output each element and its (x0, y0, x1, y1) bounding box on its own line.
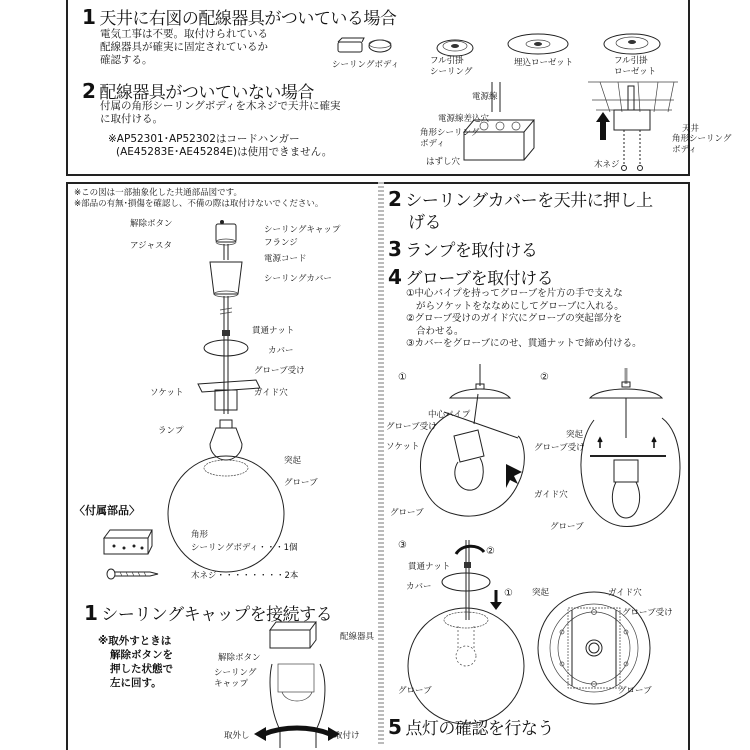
label-line: 角形シーリング (420, 128, 480, 138)
step4-items (406, 288, 642, 351)
step4-item-line: ②グローブ受けのガイド穴にグローブの突起部分を (406, 313, 623, 324)
ceiling-body-icon (336, 36, 396, 58)
square-ceiling-body-icon (102, 528, 154, 556)
fig4-label-globe-holder: グローブ受け (622, 608, 673, 618)
step5-number: 5 (388, 715, 402, 739)
label-line: ボディ (672, 145, 697, 155)
section2-line: 付属の角形シーリングボディを木ネジで天井に確実 (100, 100, 341, 112)
note-line: 解除ボタンを (110, 649, 173, 661)
label-ceiling-cover: シーリングカバー (264, 274, 332, 284)
fig1-globe-insert-diagram (414, 364, 544, 524)
label-through-nut: 貫通ナット (252, 326, 295, 336)
label-power-wire: 電源線 (472, 92, 498, 102)
note-line: 左に回す。 (110, 677, 162, 689)
fixture-label-full-hook-rosette (614, 56, 656, 78)
label-square-ceiling-body-right (672, 134, 731, 156)
label-line: ボディ (420, 139, 445, 149)
label-remove: 取外し (224, 731, 250, 741)
fig1-label-socket: ソケット (386, 442, 420, 452)
section1-body (100, 28, 268, 67)
section2-line: に取付ける。 (100, 113, 163, 125)
wiring-instructions-box (66, 0, 732, 176)
embedded-rosette-icon (504, 28, 574, 56)
fig1-label-globe-holder: グローブ受け (386, 422, 437, 432)
step2-title-line2: げる (408, 213, 441, 233)
label-cover: カバー (268, 346, 294, 356)
wood-screw-icon (106, 568, 160, 580)
step2-number: 2 (388, 187, 402, 211)
accessories-title: 〈付属部品〉 (74, 504, 140, 517)
label-lamp: ランプ (158, 426, 184, 436)
step4-number: 4 (388, 265, 402, 289)
step4-item-line: ①中心パイプを持ってグローブを片方の手で支えな (406, 288, 623, 299)
step4-heading (388, 264, 553, 289)
fixture-label-full-hook-ceiling (430, 56, 472, 78)
fig2-label-globe: グローブ (550, 522, 584, 532)
label-globe-holder: グローブ受け (254, 366, 305, 376)
parts-box (66, 182, 378, 750)
label-wood-screw: 木ネジ (594, 160, 620, 170)
fig1-label-center-pipe: 中心パイプ (428, 410, 471, 420)
note-line: ※取外すときは (98, 635, 172, 647)
label-ceiling: 天井 (682, 124, 700, 134)
step4-title: グローブを取付ける (405, 269, 554, 289)
label-line: フル引掛 (614, 56, 648, 66)
label-ceiling-cap: シーリングキャップ (264, 225, 341, 235)
push-up-arrow-icon (596, 112, 610, 140)
step3-number: 3 (388, 237, 402, 261)
parts-notes (74, 188, 323, 210)
label-socket: ソケット (150, 388, 184, 398)
section1-number: 1 (82, 5, 96, 29)
label-release-button-step1: 解除ボタン (218, 653, 261, 663)
label-ceiling-cap-step1 (214, 668, 256, 690)
full-hook-rosette-icon (600, 28, 664, 56)
fig3-label-sub2: ② (486, 546, 495, 557)
label-guide-hole: ガイド穴 (254, 388, 288, 398)
section2-number: 2 (82, 79, 96, 103)
label-line: フル引掛 (430, 56, 464, 66)
note-line: ※この図は一部抽象化した共通部品図です。 (74, 188, 242, 198)
label-square-ceiling-body-left (420, 128, 479, 150)
step3-heading (388, 236, 537, 261)
label-attach: 取付け (334, 731, 360, 741)
step1-number: 1 (84, 601, 98, 625)
section2-note (108, 133, 332, 159)
fig4-label-protrusion: 突起 (532, 588, 550, 598)
fig3-label-through-nut: 貫通ナット (408, 562, 451, 572)
step1-title: シーリングキャップを接続する (101, 605, 333, 625)
fixture-label-embedded-rosette: 埋込ローゼット (514, 58, 574, 68)
step2-heading (388, 188, 653, 234)
fig3-marker: ③ (398, 540, 407, 551)
steps-box (384, 182, 690, 750)
step5-title: 点灯の確認を行なう (405, 719, 554, 739)
fixture-label-ceiling-body: シーリングボディ (332, 60, 400, 70)
label-flange: フランジ (264, 238, 298, 248)
fig4-label-globe: グローブ (618, 686, 652, 696)
label-line: キャップ (214, 679, 249, 689)
fig2-guide-align-diagram (580, 368, 690, 528)
label-line: 角形シーリング (672, 134, 732, 144)
note-line: 押した状態で (110, 663, 173, 675)
label-adjuster: アジャスタ (130, 241, 172, 251)
section1-line: 確認する。 (100, 54, 153, 66)
label-power-cord: 電源コード (264, 254, 307, 264)
step4-item-line: 合わせる。 (416, 325, 464, 337)
fig2-label-globe-holder: グローブ受け (534, 443, 585, 453)
step4-item-line: ③カバーをグローブにのせ、貫通ナットで締め付ける。 (406, 338, 642, 349)
label-power-wire-inlet: 電源線差込穴 (438, 114, 490, 124)
section1-line: 配線器具が確実に固定されているか (100, 41, 268, 53)
step3-title: ランプを取付ける (405, 241, 538, 261)
accessory-ceiling-body-label (191, 529, 298, 555)
label-release-button: 解除ボタン (130, 219, 173, 229)
fig2-label-protrusion: 突起 (566, 430, 584, 440)
square-ceiling-body-wiring-diagram (454, 82, 554, 166)
label-line: 角形 (191, 530, 209, 540)
section2-title: 配線器具がついていない場合 (99, 83, 314, 103)
accessory-wood-screw-label: 木ネジ・・・・・・・・2本 (191, 571, 299, 581)
fig3-label-sub1: ① (504, 588, 513, 599)
step5-heading (388, 714, 554, 739)
label-globe: グローブ (284, 478, 318, 488)
fig3-label-cover: カバー (406, 582, 432, 592)
section1-heading (82, 4, 396, 29)
step4-item-line: がらソケットをななめにしてグローブに入れる。 (416, 300, 624, 312)
section2-body (100, 100, 340, 126)
note-line: (AE45283E･AE45284E)は使用できません。 (116, 146, 333, 158)
fig1-marker: ① (398, 372, 407, 383)
note-line: ※AP52301･AP52302はコードハンガー (108, 133, 300, 145)
fig3-label-globe: グローブ (398, 686, 432, 696)
label-line: ローゼット (614, 67, 657, 77)
fig2-marker: ② (540, 372, 549, 383)
label-line: シーリング (430, 67, 473, 77)
section1-line: 電気工事は不要。取付けられている (100, 28, 268, 40)
label-line: シーリングボディ・・・1個 (191, 543, 298, 553)
fig4-label-guide-hole: ガイド穴 (608, 588, 642, 598)
note-line: ※部品の有無･損傷を確認し、不備の際は取付けないでください。 (74, 199, 324, 209)
label-wiring-device: 配線器具 (340, 632, 375, 642)
step2-title-line1: シーリングカバーを天井に押し上 (405, 191, 653, 211)
rotate-arrow-icon (254, 724, 340, 744)
label-protrusion: 突起 (284, 456, 302, 466)
fig1-label-globe: グローブ (390, 508, 424, 518)
section1-title: 天井に右図の配線器具がついている場合 (99, 9, 397, 29)
fig2-label-guide-hole: ガイド穴 (534, 490, 568, 500)
step1-note (98, 634, 173, 690)
label-release-hole: はずし穴 (426, 157, 461, 167)
label-line: シーリング (214, 668, 257, 678)
